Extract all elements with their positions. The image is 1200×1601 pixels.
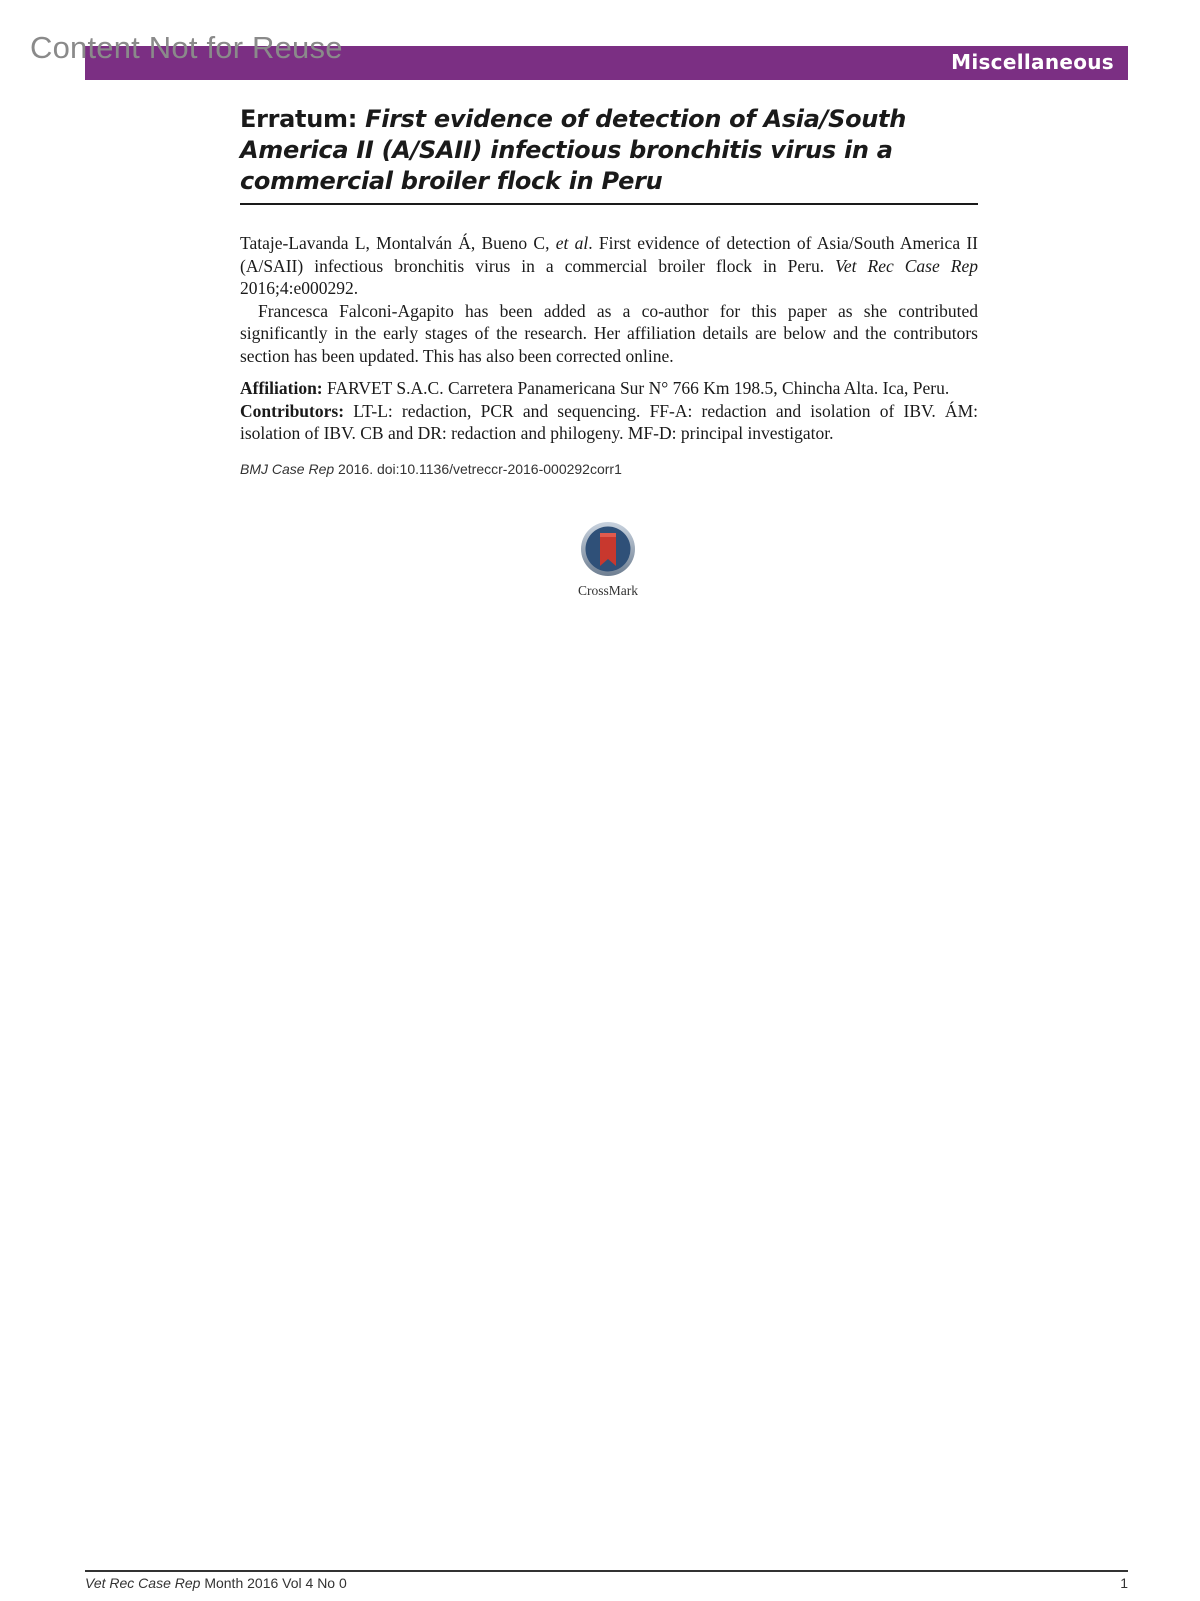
doi-text: 2016. doi:10.1136/vetreccr-2016-000292corr1 — [334, 460, 622, 477]
page-number: 1 — [1120, 1575, 1128, 1591]
article-title — [240, 104, 978, 205]
title-prefix: Erratum: — [240, 105, 366, 133]
affiliation-paragraph — [240, 377, 978, 400]
citation-paragraph — [240, 232, 978, 300]
page-footer — [85, 1575, 1128, 1591]
affiliation-text: FARVET S.A.C. Carretera Panamericana Sur N° 766 Km 198.5, Chincha Alta. Ica, Peru. — [322, 378, 950, 398]
citation-etal: et al — [555, 233, 589, 253]
crossmark-label: CrossMark — [578, 583, 638, 598]
footer-rule — [85, 1570, 1128, 1572]
article — [240, 104, 978, 477]
citation-text: . First evidence of detection of Asia/South America II (A/SAII) infectious bronchitis virus in a commercial broiler flock in Peru. — [240, 233, 978, 276]
crossmark-badge[interactable] — [573, 520, 643, 599]
doi-journal: BMJ Case Rep — [240, 460, 335, 477]
footer-journal: Vet Rec Case Rep — [85, 1575, 201, 1591]
citation-ref: 2016;4:e000292. — [240, 278, 359, 298]
section-label: Miscellaneous — [951, 50, 1114, 74]
watermark: Content Not for Reuse — [30, 30, 343, 65]
contributors-label: Contributors: — [240, 400, 345, 421]
affiliation-label: Affiliation: — [240, 378, 323, 398]
title-text: First evidence of detection of Asia/South America II (A/SAII) infectious bronchitis virus in a commercial broiler flock in Peru — [240, 105, 907, 195]
citation-authors: Tataje-Lavanda L, Montalván Á, Bueno C, — [240, 233, 556, 253]
doi-line — [240, 461, 978, 477]
citation-journal: Vet Rec Case Rep — [835, 255, 978, 276]
footer-issue: Month 2016 Vol 4 No 0 — [200, 1575, 347, 1591]
contributors-text: LT-L: redaction, PCR and sequencing. FF-A: redaction and isolation of IBV. ÁM: isolation of IBV. CB and DR: redaction and philogeny. MF-D: principal investigator. — [240, 400, 978, 443]
correction-paragraph: Francesca Falconi-Agapito has been added as a co-author for this paper as she contributed significantly in the early stages of the research. Her affiliation details are below and the contributors section has been updated. This has also been corrected online. — [240, 300, 978, 366]
crossmark-icon — [576, 520, 640, 580]
contributors-paragraph — [240, 400, 978, 445]
